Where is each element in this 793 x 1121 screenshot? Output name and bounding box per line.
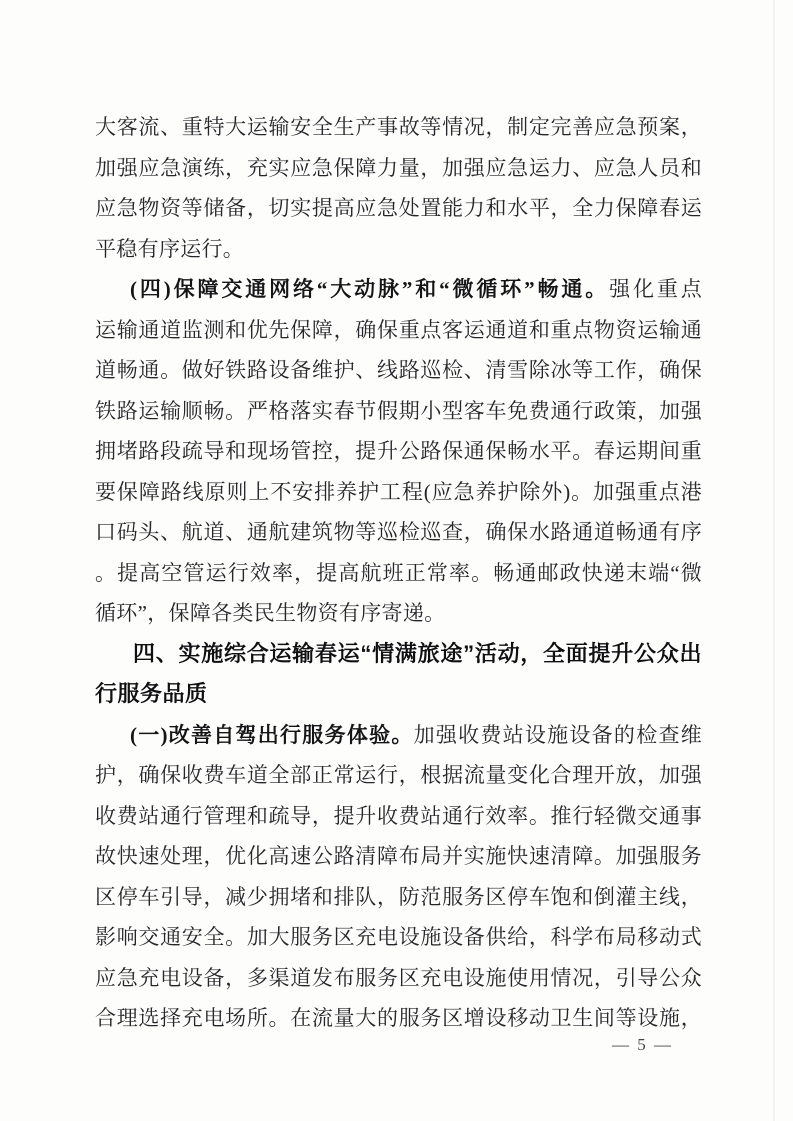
text-line: 加强应急演练，充实应急保障力量，加强应急运力、应急人员和 [95, 155, 702, 180]
text-line: 。提高空管运行效率，提高航班正常率。畅通邮政快递末端“微 [95, 560, 702, 585]
text-line: 要保障路线原则上不安排养护工程(应急养护除外)。加强重点港 [95, 479, 702, 504]
heading-section-4-line-1: 四、实施综合运输春运“情满旅途”活动，全面提升公众出 [133, 640, 702, 666]
text-line: 区停车引导，减少拥堵和排队，防范服务区停车饱和倒灌主线， [95, 884, 702, 909]
text-line: 大客流、重特大运输安全生产事故等情况，制定完善应急预案， [95, 115, 702, 139]
heading-section-4-line-2: 行服务品质 [95, 681, 208, 706]
text-line: 运输通道监测和优先保障，确保重点客运通道和重点物资运输通 [95, 317, 702, 342]
text-line: 道畅通。做好铁路设备维护、线路巡检、清雪除冰等工作，确保 [95, 358, 702, 382]
text-line: 故快速处理，优化高速公路清障布局并实施快速清障。加强服务 [95, 844, 702, 868]
text-line: 护，确保收费车道全部正常运行，根据流量变化合理开放，加强 [95, 763, 702, 787]
scan-artifact-line [773, 0, 775, 1121]
text-line: 循环”，保障各类民生物资有序寄递。 [95, 601, 446, 625]
text-line: 口码头、航道、通航建筑物等巡检巡查，确保水路通道畅通有序 [95, 520, 702, 544]
text-line: 应急物资等储备，切实提高应急处置能力和水平，全力保障春运 [95, 196, 702, 220]
text-run: 加强收费站设施设备的检查维 [413, 722, 703, 747]
document-body-text [95, 107, 702, 1039]
text-line-section-4-start [95, 269, 702, 310]
text-line: 收费站通行管理和疏导，提升收费站通行效率。推行轻微交通事 [95, 803, 702, 828]
subsection-1-bold-lead: (一)改善自驾出行服务体验。 [130, 722, 414, 747]
text-line: 应急充电设备，多渠道发布服务区充电设施使用情况，引导公众 [95, 965, 702, 990]
text-line: 拥堵路段疏导和现场管控，提升公路保通保畅水平。春运期间重 [95, 439, 702, 463]
text-line: 影响交通安全。加大服务区充电设施设备供给，科学布局移动式 [95, 925, 702, 949]
page-footer-number: — 5 — [612, 1035, 673, 1054]
text-line-subsection-1-start [95, 715, 702, 756]
text-run: 强化重点 [609, 277, 702, 301]
text-line: 铁路运输顺畅。严格落实春节假期小型客车免费通行政策，加强 [95, 398, 702, 423]
text-line: 平稳有序运行。 [95, 236, 245, 261]
section-4-bold-lead: (四)保障交通网络“大动脉”和“微循环”畅通。 [130, 277, 610, 301]
text-line: 合理选择充电场所。在流量大的服务区增设移动卫生间等设施， [95, 1006, 702, 1030]
